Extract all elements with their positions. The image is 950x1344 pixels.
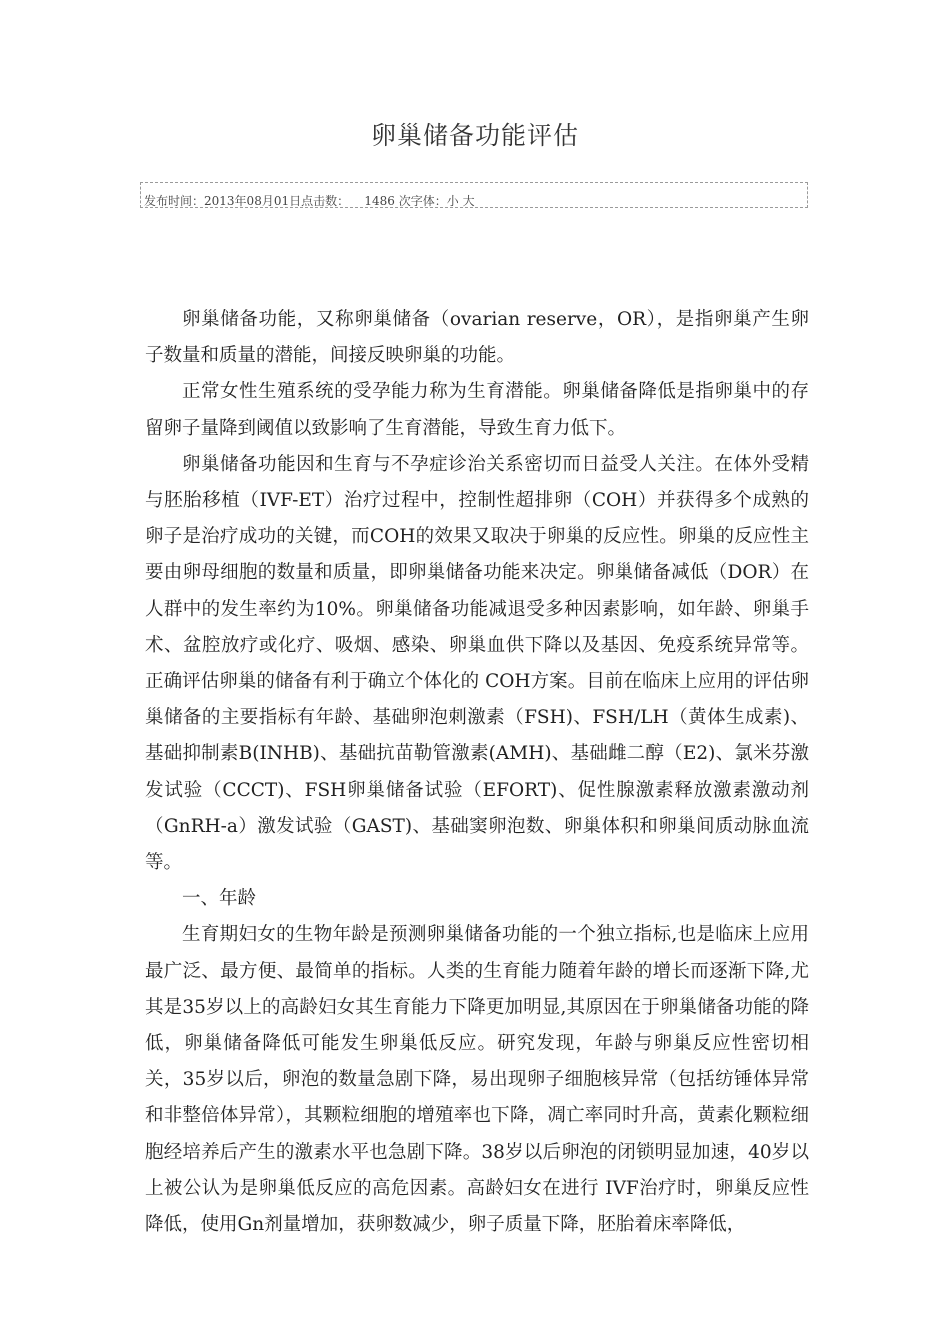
article-meta-box xyxy=(140,182,808,208)
section-heading-age: 一、年龄 xyxy=(182,888,257,910)
clicks-label: 点击数： xyxy=(301,194,350,208)
font-size-label: 次字体： xyxy=(398,194,447,208)
paragraph-fertility-potential: 正常女性生殖系统的受孕能力称为生育潜能。卵巢储备降低是指卵巢中的存留卵子量降到阈值以致影响了生育潜能，导致生育力低下。 xyxy=(145,381,809,439)
font-size-small-link[interactable]: 小 xyxy=(446,194,459,208)
clicks-count: 1486 xyxy=(364,194,395,208)
paragraph-assessment-indicators: 卵巢储备功能因和生育与不孕症诊治关系密切而日益受人关注。在体外受精与胚胎移植（IVF-ET）治疗过程中，控制性超排卵（COH）并获得多个成熟的卵子是治疗成功的关键，而COH的效果又取决于卵巢的反应性。卵巢的反应性主要由卵母细胞的数量和质量，即卵巢储备功能来决定。卵巢储备减低（DOR）在人群中的发生率约为10%。卵巢储备功能减退受多种因素影响，如年龄、卵巢手术、盆腔放疗或化疗、吸烟、感染、卵巢血供下降以及基因、免疫系统异常等。正确评估卵巢的储备有利于确立个体化的 COH方案。目前在临床上应用的评估卵巢储备的主要指标有年龄、基础卵泡刺激素（FSH)、FSH/LH（黄体生成素)、基础抑制素B(INHB)、基础抗苗勒管激素(AMH)、基础雌二醇（E2)、氯米芬激发试验（CCCT)、FSH卵巢储备试验（EFORT)、促性腺激素释放激素激动剂（GnRH-a）激发试验（GAST)、基础窦卵泡数、卵巢体积和卵巢间质动脉血流等。 xyxy=(145,453,809,874)
article-body xyxy=(145,302,809,1243)
font-size-large-link[interactable]: 大 xyxy=(462,194,475,208)
article-meta xyxy=(144,194,475,208)
paragraph-age: 生育期妇女的生物年龄是预测卵巢储备功能的一个独立指标,也是临床上应用最广泛、最方便、最简单的指标。人类的生育能力随着年龄的增长而逐渐下降,尤其是35岁以上的高龄妇女其生育能力下降更加明显,其原因在于卵巢储备功能的降低，卵巢储备降低可能发生卵巢低反应。研究发现，年龄与卵巢反应性密切相关，35岁以后，卵泡的数量急剧下降，易出现卵子细胞核异常（包括纺锤体异常和非整倍体异常），其颗粒细胞的增殖率也下降，凋亡率同时升高，黄素化颗粒细胞经培养后产生的激素水平也急剧下降。38岁以后卵泡的闭锁明显加速，40岁以上被公认为是卵巢低反应的高危因素。高龄妇女在进行 IVF治疗时，卵巢反应性降低，使用Gn剂量增加，获卵数减少，卵子质量下降，胚胎着床率降低， xyxy=(145,924,809,1236)
paragraph-definition: 卵巢储备功能，又称卵巢储备（ovarian reserve，OR），是指卵巢产生卵子数量和质量的潜能，间接反映卵巢的功能。 xyxy=(145,309,809,367)
publish-date: 2013年08月01日 xyxy=(204,194,302,208)
page-title: 卵巢储备功能评估 xyxy=(370,121,579,150)
publish-label: 发布时间： xyxy=(144,194,205,208)
